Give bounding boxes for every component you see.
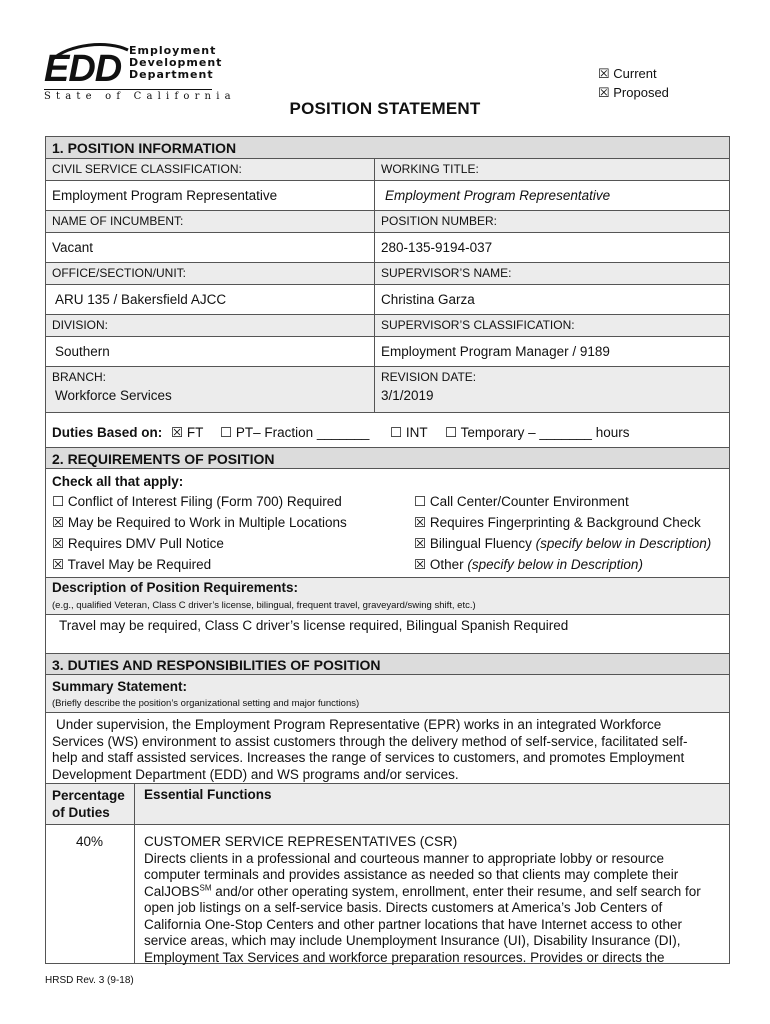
supervisor-classification-field[interactable]: Employment Program Manager / 9189 [374, 337, 610, 366]
req-travel-checkbox[interactable]: ☒ Travel May be Required [52, 557, 212, 572]
column-divider [134, 784, 135, 824]
check-all-label: Check all that apply: [52, 474, 184, 489]
label-row [46, 315, 729, 337]
logo-state-line: State of California [44, 91, 236, 102]
duties-int-checkbox[interactable]: ☐ INT [390, 425, 428, 440]
office-section-unit-field[interactable]: ARU 135 / Bakersfield AJCC [55, 292, 227, 307]
value-row [46, 387, 729, 413]
description-label: Description of Position Requirements: [52, 580, 299, 595]
revision-date-label: REVISION DATE: [374, 367, 476, 387]
working-title-label: WORKING TITLE: [374, 159, 479, 180]
value-row [46, 233, 729, 263]
duty-description[interactable]: CUSTOMER SERVICE REPRESENTATIVES (CSR) Directs clients in a professional and courteous manner to appropriate lobby or resource computer terminals and provides assistance as needed so that clients may complete their CalJOBS℠ and/or other operating system, enrollment, enter their resume, and self search for open job listings on a self-service basis. Directs customers at America’s Job Centers of California One-Stop Centers and other partner locations that have Internet access to other service areas, which may include Unemployment Insurance (UI), Disability Insurance (DI), Employment Tax Services and workforce preparation resources. Provides or directs the [144, 834, 729, 966]
summary-label: Summary Statement: [52, 679, 188, 694]
essential-functions-header: Essential Functions [144, 787, 272, 802]
logo-mark: EDD [44, 48, 122, 90]
label-row [46, 159, 729, 181]
position-number-field[interactable]: 280-135-9194-037 [374, 233, 492, 262]
edd-logo [44, 42, 236, 106]
requirements-checklist [46, 471, 729, 577]
section-2-heading: 2. REQUIREMENTS OF POSITION [46, 447, 729, 469]
req-multiple-locations-checkbox[interactable]: ☒ May be Required to Work in Multiple Locations [52, 515, 347, 530]
description-header [46, 577, 729, 615]
position-number-label: POSITION NUMBER: [374, 211, 497, 232]
status-proposed-checkbox[interactable]: ☒ Proposed [598, 85, 669, 100]
req-bilingual-checkbox[interactable]: ☒ Bilingual Fluency (specify below in Description) [414, 536, 712, 551]
duty-percentage[interactable]: 40% [76, 834, 104, 849]
duties-based-on-row [46, 413, 729, 445]
label-row [46, 367, 729, 387]
label-row [46, 263, 729, 285]
division-label: DIVISION: [52, 318, 109, 332]
position-statement-form [45, 136, 730, 964]
supervisor-name-field[interactable]: Christina Garza [374, 285, 475, 314]
duties-table-header [46, 783, 729, 825]
label-row [46, 211, 729, 233]
summary-statement[interactable]: Under supervision, the Employment Program Representative (EPR) works in an integrated Workforce Services (WS) environment to assist customers through the delivery method of self-service, facilitated self- help and staff assisted services. Increases the range of services to customers, and promotes Employment Development Department (EDD) and WS programs and/or services. [52, 717, 688, 782]
branch-field[interactable]: Workforce Services [55, 388, 172, 403]
office-section-unit-label: OFFICE/SECTION/UNIT: [52, 266, 187, 280]
value-row [46, 337, 729, 367]
req-dmv-pull-notice-checkbox[interactable]: ☒ Requires DMV Pull Notice [52, 536, 224, 551]
supervisor-name-label: SUPERVISOR’S NAME: [374, 263, 511, 284]
req-call-center-checkbox[interactable]: ☐ Call Center/Counter Environment [414, 494, 629, 509]
duties-temporary-checkbox[interactable]: ☐ Temporary – _______ hours [445, 425, 630, 440]
document-title: POSITION STATEMENT [289, 99, 481, 118]
percentage-of-duties-header: Percentage of Duties [52, 788, 125, 820]
description-field[interactable]: Travel may be required, Class C driver’s license required, Bilingual Spanish Required [59, 618, 569, 633]
logo-wordmark: Employment Development Department [129, 44, 223, 81]
branch-label: BRANCH: [52, 370, 107, 384]
duties-pt-checkbox[interactable]: ☐ PT– Fraction _______ [220, 425, 370, 440]
column-divider [134, 825, 135, 963]
value-row [46, 181, 729, 211]
summary-hint: (Briefly describe the position’s organizational setting and major functions) [52, 698, 360, 709]
status-current-checkbox[interactable]: ☒ Current [598, 66, 657, 81]
req-other-checkbox[interactable]: ☒ Other (specify below in Description) [414, 557, 643, 572]
duties-based-on-label: Duties Based on: [52, 425, 163, 440]
civil-service-classification-label: CIVIL SERVICE CLASSIFICATION: [52, 162, 242, 176]
division-field[interactable]: Southern [55, 344, 110, 359]
section-3-heading: 3. DUTIES AND RESPONSIBILITIES OF POSITION [46, 653, 729, 675]
req-fingerprinting-checkbox[interactable]: ☒ Requires Fingerprinting & Background Check [414, 515, 701, 530]
name-of-incumbent-field[interactable]: Vacant [52, 240, 94, 255]
summary-header [46, 675, 729, 713]
duty-title: CUSTOMER SERVICE REPRESENTATIVES (CSR) [144, 834, 458, 849]
revision-date-field[interactable]: 3/1/2019 [374, 387, 434, 412]
supervisor-classification-label: SUPERVISOR’S CLASSIFICATION: [374, 315, 575, 336]
working-title-field[interactable]: Employment Program Representative [374, 181, 610, 210]
name-of-incumbent-label: NAME OF INCUMBENT: [52, 214, 184, 228]
value-row [46, 285, 729, 315]
req-conflict-of-interest-checkbox[interactable]: ☐ Conflict of Interest Filing (Form 700) Required [52, 494, 342, 509]
duties-ft-checkbox[interactable]: ☒ FT [171, 425, 204, 440]
statement-status [598, 64, 669, 102]
description-hint: (e.g., qualified Veteran, Class C driver’s license, bilingual, frequent travel, graveyard/swing shift, etc.) [52, 600, 476, 611]
civil-service-classification-field[interactable]: Employment Program Representative [52, 188, 278, 203]
form-revision-footer: HRSD Rev. 3 (9-18) [45, 975, 134, 986]
section-1-heading: 1. POSITION INFORMATION [46, 137, 729, 159]
